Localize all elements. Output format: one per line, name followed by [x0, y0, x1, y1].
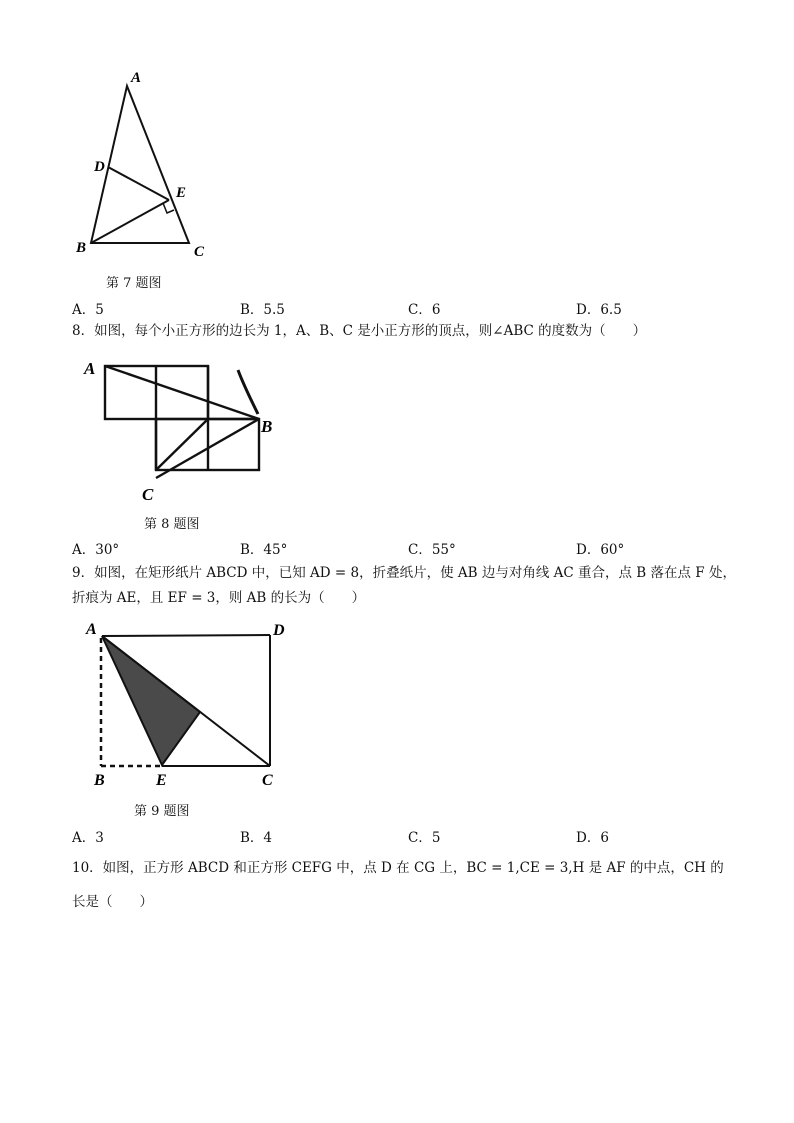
q9-stem-line-2: 折痕为 AE，且 EF = 3，则 AB 的长为（ ） [72, 590, 366, 606]
q8-label-c: C [142, 485, 154, 504]
q10-stem-line-1: 10．如图，正方形 ABCD 和正方形 CEFG 中，点 D 在 CG 上，BC = 1,CE = 3,H 是 AF 的中点，CH 的 [72, 860, 724, 876]
q7-label-c: C [194, 244, 205, 260]
q7-segment-de [108, 167, 169, 200]
q7-triangle-abc [91, 86, 189, 243]
q9-figure [82, 614, 302, 794]
q7-label-a: A [131, 70, 142, 86]
q7-figure-caption: 第 7 题图 [106, 276, 162, 291]
q8-label-b: B [261, 417, 273, 436]
q8-option-b: B．45° [240, 542, 288, 558]
q9-option-a: A．3 [72, 830, 104, 846]
q9-option-b: B．4 [240, 830, 273, 846]
q9-option-d: D．6 [576, 830, 609, 846]
q7-option-d: D．6.5 [576, 302, 622, 318]
q7-label-d: D [94, 159, 105, 175]
q9-label-a: A [86, 621, 97, 638]
q8-option-d: D．60° [576, 542, 625, 558]
q9-option-c: C．5 [408, 830, 441, 846]
q9-diagonal-ac [102, 636, 270, 766]
q9-label-c: C [262, 772, 273, 789]
q7-label-e: E [176, 185, 187, 201]
q8-option-c: C．55° [408, 542, 456, 558]
q8-option-a: A．30° [72, 542, 120, 558]
q9-figure-caption: 第 9 题图 [134, 804, 190, 819]
q9-stem-line-1: 9．如图，在矩形纸片 ABCD 中，已知 AD = 8，折叠纸片，使 AB 边与对角线 AC 重合，点 B 落在点 F 处， [72, 565, 736, 581]
q8-figure [80, 348, 290, 508]
q8-angle-mark [238, 370, 258, 414]
q8-figure-caption: 第 8 题图 [144, 517, 200, 532]
q8-segment-ab [105, 366, 259, 419]
q10-stem-line-2: 长是（ ） [72, 894, 153, 910]
q7-figure [70, 66, 230, 266]
q7-option-b: B．5.5 [240, 302, 285, 318]
q7-label-b: B [76, 240, 87, 256]
q7-option-a: A．5 [72, 302, 104, 318]
q7-segment-be [91, 200, 169, 243]
q9-side-ad [102, 635, 270, 636]
q8-stem: 8．如图，每个小正方形的边长为 1，A、B、C 是小正方形的顶点，则∠ABC 的度数为（ ） [72, 323, 647, 339]
q7-right-angle-mark [163, 203, 174, 213]
q7-option-c: C．6 [408, 302, 441, 318]
q9-label-b: B [94, 772, 105, 789]
q8-label-a: A [84, 359, 96, 378]
q9-label-d: D [273, 622, 285, 639]
q9-label-e: E [156, 772, 167, 789]
